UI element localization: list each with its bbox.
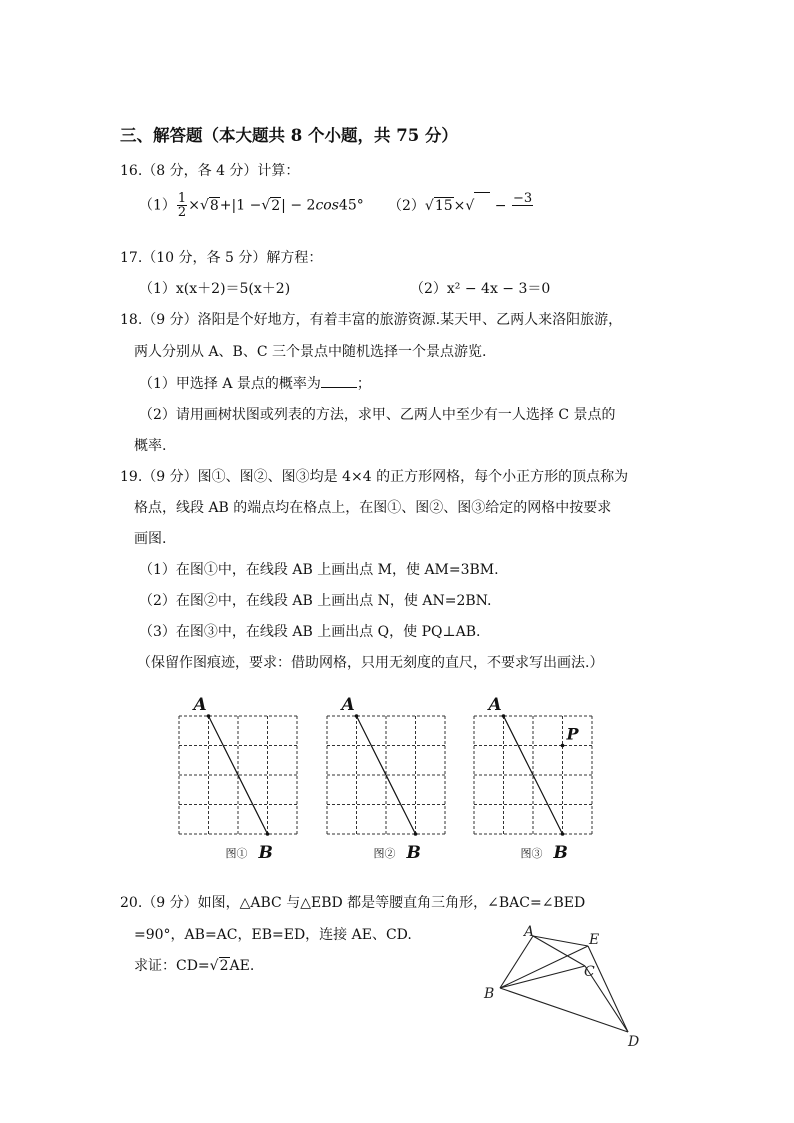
times-sign: × — [453, 198, 466, 214]
grid-caption: 图③ — [520, 847, 543, 860]
segment-bd — [500, 988, 628, 1032]
fraction-minus-three — [512, 192, 533, 206]
label-a: A — [193, 695, 207, 715]
radicand-2: 2 — [271, 197, 281, 214]
q18-part1-end: ； — [356, 376, 371, 392]
point-a — [207, 714, 211, 718]
label-p: P — [566, 724, 579, 744]
vertex-label-d: D — [628, 1034, 640, 1050]
label-a: A — [488, 695, 502, 715]
q18-line2: 两人分别从 A、B、C 三个景点中随机选择一个景点游览. — [134, 344, 487, 360]
q19-grid-figures — [0, 688, 794, 878]
vertex-label-c: C — [584, 964, 595, 980]
point-b — [414, 832, 418, 836]
q19-line2: 格点，线段 AB 的端点均在格点上，在图①、图②、图③给定的网格中按要求 — [134, 500, 612, 516]
q19-line7: （保留作图痕迹，要求：借助网格，只用无刻度的直尺，不要求写出画法.） — [137, 655, 604, 671]
section-title: 三、解答题（本大题共 8 个小题，共 75 分） — [120, 126, 458, 145]
q20-line2: =90°，AB=AC，EB=ED，连接 AE、CD. — [134, 927, 412, 943]
q17-part2: （2）x² − 4x − 3＝0 — [410, 281, 551, 297]
q19-line3: 画图. — [134, 531, 167, 547]
grid-figure-3 — [474, 695, 592, 863]
cos-function: cos — [315, 197, 339, 214]
q19-line4: （1）在图①中，在线段 AB 上画出点 M，使 AM=3BM. — [139, 562, 499, 578]
q20-line1: 20.（9 分）如图，△ABC 与△EBD 都是等腰直角三角形，∠BAC=∠BED — [120, 895, 586, 911]
grid-figure-2 — [327, 695, 445, 863]
grid-caption: 图① — [225, 847, 248, 860]
label-b: B — [258, 843, 273, 863]
q17-heading: 17.（10 分，各 5 分）解方程： — [120, 250, 323, 266]
q18-line3 — [139, 375, 371, 393]
grid-figure-1 — [179, 695, 297, 863]
grid-caption: 图② — [373, 847, 396, 860]
radical-icon: √ — [465, 198, 475, 214]
q17-part1: （1）x(x＋2)＝5(x＋2) — [139, 281, 291, 297]
q16-heading: 16.（8 分，各 4 分）计算： — [120, 163, 300, 179]
times-sign: × — [188, 197, 200, 214]
radical-icon: √ — [424, 198, 434, 214]
abs-open: +|1 − — [219, 197, 262, 214]
q20-line3 — [134, 957, 254, 975]
segment-ed — [588, 946, 628, 1032]
q16-part2 — [388, 192, 534, 219]
q19-line6: （3）在图③中，在线段 AB 上画出点 Q，使 PQ⊥AB. — [139, 624, 481, 640]
q16-part2-label: （2） — [388, 198, 425, 214]
segment-bc — [500, 966, 585, 988]
point-p — [561, 744, 565, 748]
abs-close: | − 2 — [281, 197, 316, 214]
answer-blank — [321, 375, 357, 388]
vertex-label-e: E — [589, 932, 600, 948]
vertex-label-b: B — [484, 986, 495, 1002]
angle-value: 45° — [338, 197, 364, 214]
radicand-15: 15 — [434, 198, 453, 214]
point-b — [266, 832, 270, 836]
q19-line1: 19.（9 分）图①、图②、图③均是 4×4 的正方形网格，每个小正方形的顶点称为 — [120, 469, 629, 485]
minus-sign: − — [494, 198, 507, 214]
q18-part1-text: （1）甲选择 A 景点的概率为 — [139, 376, 321, 392]
radicand-8: 8 — [209, 197, 219, 214]
vertex-label-a: A — [524, 924, 535, 940]
fraction-denominator: 2 — [177, 205, 187, 220]
label-b: B — [406, 843, 421, 863]
empty-radicand — [474, 192, 490, 219]
radical-icon: √ — [199, 197, 209, 214]
fraction-one-half — [177, 192, 187, 219]
point-a — [355, 714, 359, 718]
radical-icon: √ — [209, 958, 219, 974]
point-a — [502, 714, 506, 718]
q18-line5: 概率. — [134, 438, 167, 454]
radical-icon: √ — [261, 197, 271, 214]
fraction-numerator: −3 — [512, 191, 533, 206]
point-b — [561, 832, 565, 836]
q19-line5: （2）在图②中，在线段 AB 上画出点 N，使 AN=2BN. — [139, 593, 492, 609]
fraction-numerator: 1 — [177, 191, 187, 206]
q18-line1: 18.（9 分）洛阳是个好地方，有着丰富的旅游资源.某天甲、乙两人来洛阳旅游， — [120, 312, 623, 328]
q20-triangle-figure — [478, 922, 648, 1052]
radicand-2: 2 — [219, 958, 229, 974]
q16-part1-label: （1） — [139, 197, 176, 214]
q20-proof-end: AE. — [229, 958, 255, 974]
q20-proof-text: 求证：CD= — [134, 958, 210, 974]
q18-line4: （2）请用画树状图或列表的方法，求甲、乙两人中至少有一人选择 C 景点的 — [139, 407, 616, 423]
q16-part1 — [139, 192, 364, 219]
label-b: B — [553, 843, 568, 863]
label-a: A — [341, 695, 355, 715]
